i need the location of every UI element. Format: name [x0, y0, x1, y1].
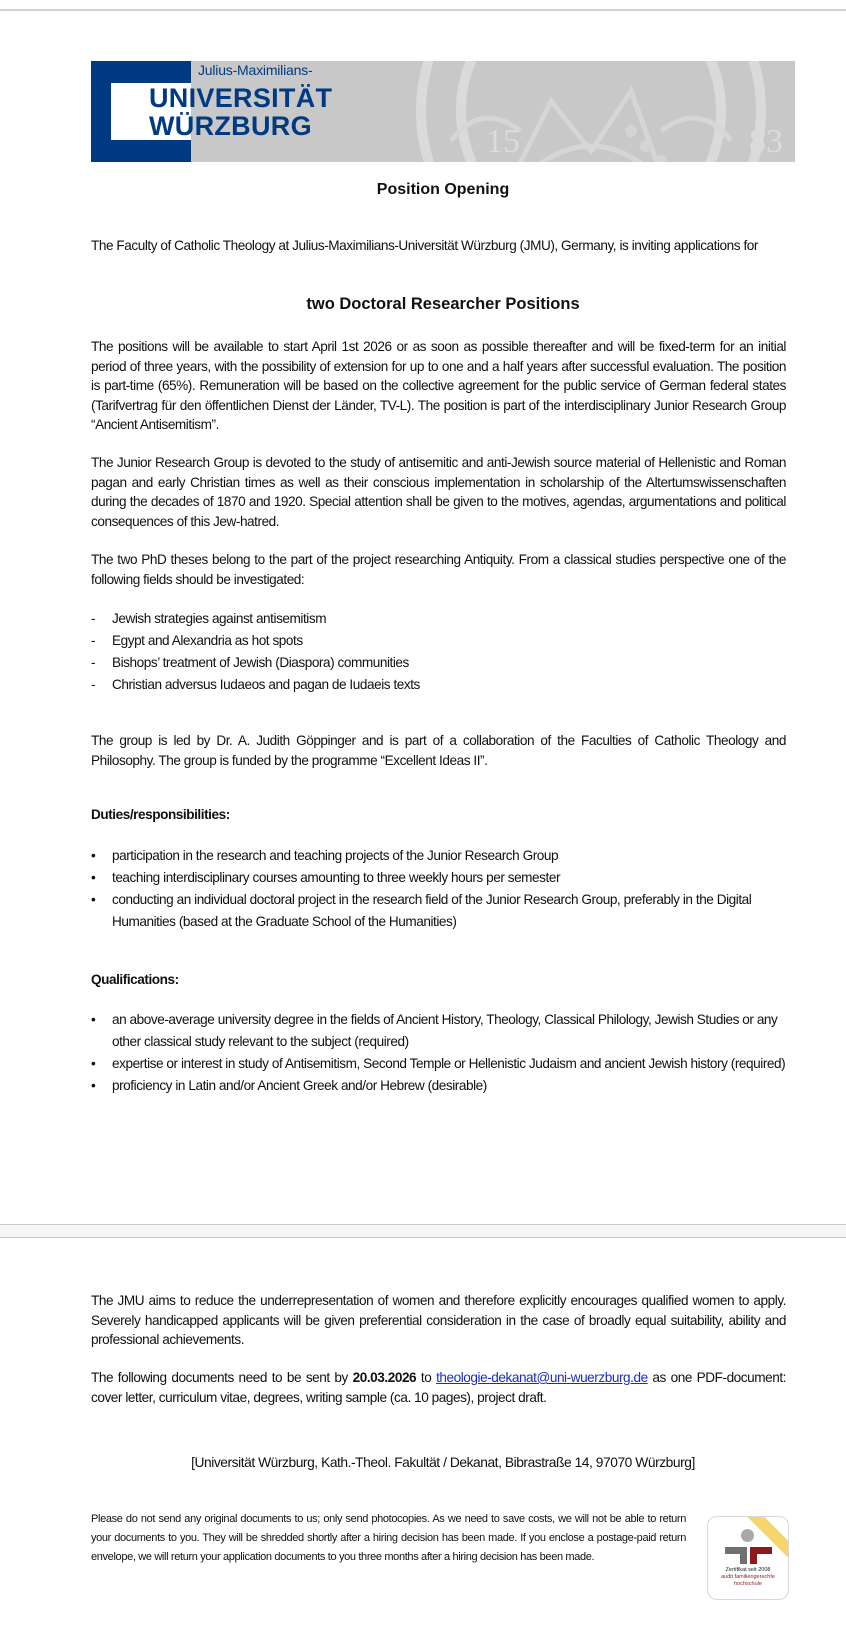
logo-line-wuerzburg: WÜRZBURG [149, 111, 312, 141]
certificate-line-2: audit familiengerechte [721, 1574, 775, 1580]
list-item-text: participation in the research and teaching projects of the Junior Research Group [112, 848, 559, 863]
seal-year-right: 83 [749, 123, 783, 160]
bullet-icon: • [91, 848, 96, 863]
university-banner [91, 61, 795, 162]
list-item-text: conducting an individual doctoral project in the research field of the Junior Research Group, preferably in the Digital Humanities (based at the Graduate School of the Humanities) [112, 892, 752, 929]
intro-paragraph: The Faculty of Catholic Theology at Julius-Maximilians-Universität Würzburg (JMU), Germany, is inviting applications for [91, 238, 758, 253]
qualifications-list [91, 1009, 786, 1097]
email-link[interactable]: theologie-dekanat@uni-wuerzburg.de [436, 1370, 648, 1385]
list-item [91, 889, 786, 933]
footnote-paragraph: Please do not send any original documents to us; only send photocopies. As we need to save costs, we will not be able to return your documents to you. They will be shredded shortly after a hiring decision has been made. If you enclose a postage-paid return envelope, we will return your application documents to you three months after a hiring decision has been made. [91, 1513, 686, 1563]
duties-list [91, 845, 786, 933]
list-item-text: an above-average university degree in the fields of Ancient History, Theology, Classical Philology, Jewish Studies or any other classical study relevant to the subject (required) [112, 1012, 778, 1049]
family-audit-certificate-logo [707, 1516, 789, 1600]
seal-year-left: 15 [486, 123, 520, 160]
position-subtitle: two Doctoral Researcher Positions [306, 295, 580, 313]
list-item: - Jewish strategies against antisemitism [91, 608, 786, 630]
bullet-icon: • [91, 870, 96, 885]
list-item: - Bishops’ treatment of Jewish (Diaspora) communities [91, 652, 786, 674]
application-suffix: as one PDF-document: cover letter, curriculum vitae, degrees, writing sample (ca. 10 pages), project draft. [91, 1370, 786, 1405]
paragraph-theses: The two PhD theses belong to the part of the project researching Antiquity. From a classical studies perspective one of the following fields should be investigated: [91, 552, 786, 587]
bullet-icon: • [91, 1078, 96, 1093]
seal-watermark-icon [331, 61, 795, 162]
paragraph-conditions: The positions will be available to start April 1st 2026 or as soon as possible thereafter and will be fixed-term for an initial period of three years, with the possibility of extension for up to one and a half years after successful evaluation. The position is part-time (65%). Remuneration will be based on the collective agreement for the public service of German federal states (Tarifvertrag für den öffentlichen Dienst der Länder, TV-L). The position is part of the interdisciplinary Junior Research Group “Ancient Antisemitism”. [91, 339, 786, 432]
page-title: Position Opening [376, 181, 510, 198]
logo-line-universitaet: UNIVERSITÄT [149, 83, 333, 113]
deadline-date: 20.03.2026 [352, 1370, 417, 1385]
university-logo [149, 84, 332, 140]
bullet-icon: • [91, 1056, 96, 1071]
application-to: to [416, 1370, 437, 1385]
list-item-text: teaching interdisciplinary courses amounting to three weekly hours per semester [112, 870, 561, 885]
person-head-icon [741, 1529, 754, 1542]
logo-bar-grey-stem [740, 1547, 747, 1564]
list-item [91, 845, 786, 867]
bullet-icon: • [91, 892, 96, 907]
list-item [91, 1009, 786, 1053]
list-item [91, 867, 786, 889]
list-item [91, 1075, 786, 1097]
fields-list [91, 608, 786, 696]
application-paragraph [91, 1368, 786, 1407]
paragraph-group-lead: The group is led by Dr. A. Judith Göppinger and is part of a collaboration of the Faculties of Catholic Theology and Philosophy. The group is funded by the programme “Excellent Ideas II”. [91, 733, 786, 768]
list-item [91, 1053, 786, 1075]
list-item: - Egypt and Alexandria as hot spots [91, 630, 786, 652]
list-item-text: expertise or interest in study of Antisemitism, Second Temple or Hellenistic Judaism and ancient Jewish history (required) [112, 1056, 786, 1071]
application-prefix: The following documents need to be sent by [91, 1370, 353, 1385]
page-break [0, 1224, 846, 1238]
qualifications-heading: Qualifications: [91, 972, 179, 987]
certificate-line-3: hochschule [734, 1581, 762, 1587]
bullet-icon: • [91, 1012, 96, 1027]
top-border [0, 9, 846, 11]
certificate-line-1: Zertifikat seit 2008 [725, 1567, 771, 1573]
logo-bar-red-stem [750, 1547, 757, 1564]
list-item-text: proficiency in Latin and/or Ancient Greek and/or Hebrew (desirable) [112, 1078, 487, 1093]
logo-line-julius: Julius-Maximilians- [198, 62, 313, 78]
duties-heading: Duties/responsibilities: [91, 807, 230, 822]
address-line: [Universität Würzburg, Kath.-Theol. Fakultät / Dekanat, Bibrastraße 14, 97070 Würzburg] [191, 1455, 695, 1470]
list-item: - Christian adversus Iudaeos and pagan de Iudaeis texts [91, 674, 786, 696]
equality-paragraph: The JMU aims to reduce the underrepresentation of women and therefore explicitly encourages qualified women to apply. Severely handicapped applicants will be given preferential consideration in the case of broadly equal suitability, ability and professional achievements. [91, 1293, 786, 1347]
paragraph-group-description: The Junior Research Group is devoted to the study of antisemitic and anti-Jewish source material of Hellenistic and Roman pagan and early Christian times as well as their conscious implementation in scholarship of the Altertumswissenschaften during the decades of 1870 and 1920. Special attention shall be given to the motives, agendas, argumentations and political consequences of this Jew-hatred. [91, 455, 786, 529]
